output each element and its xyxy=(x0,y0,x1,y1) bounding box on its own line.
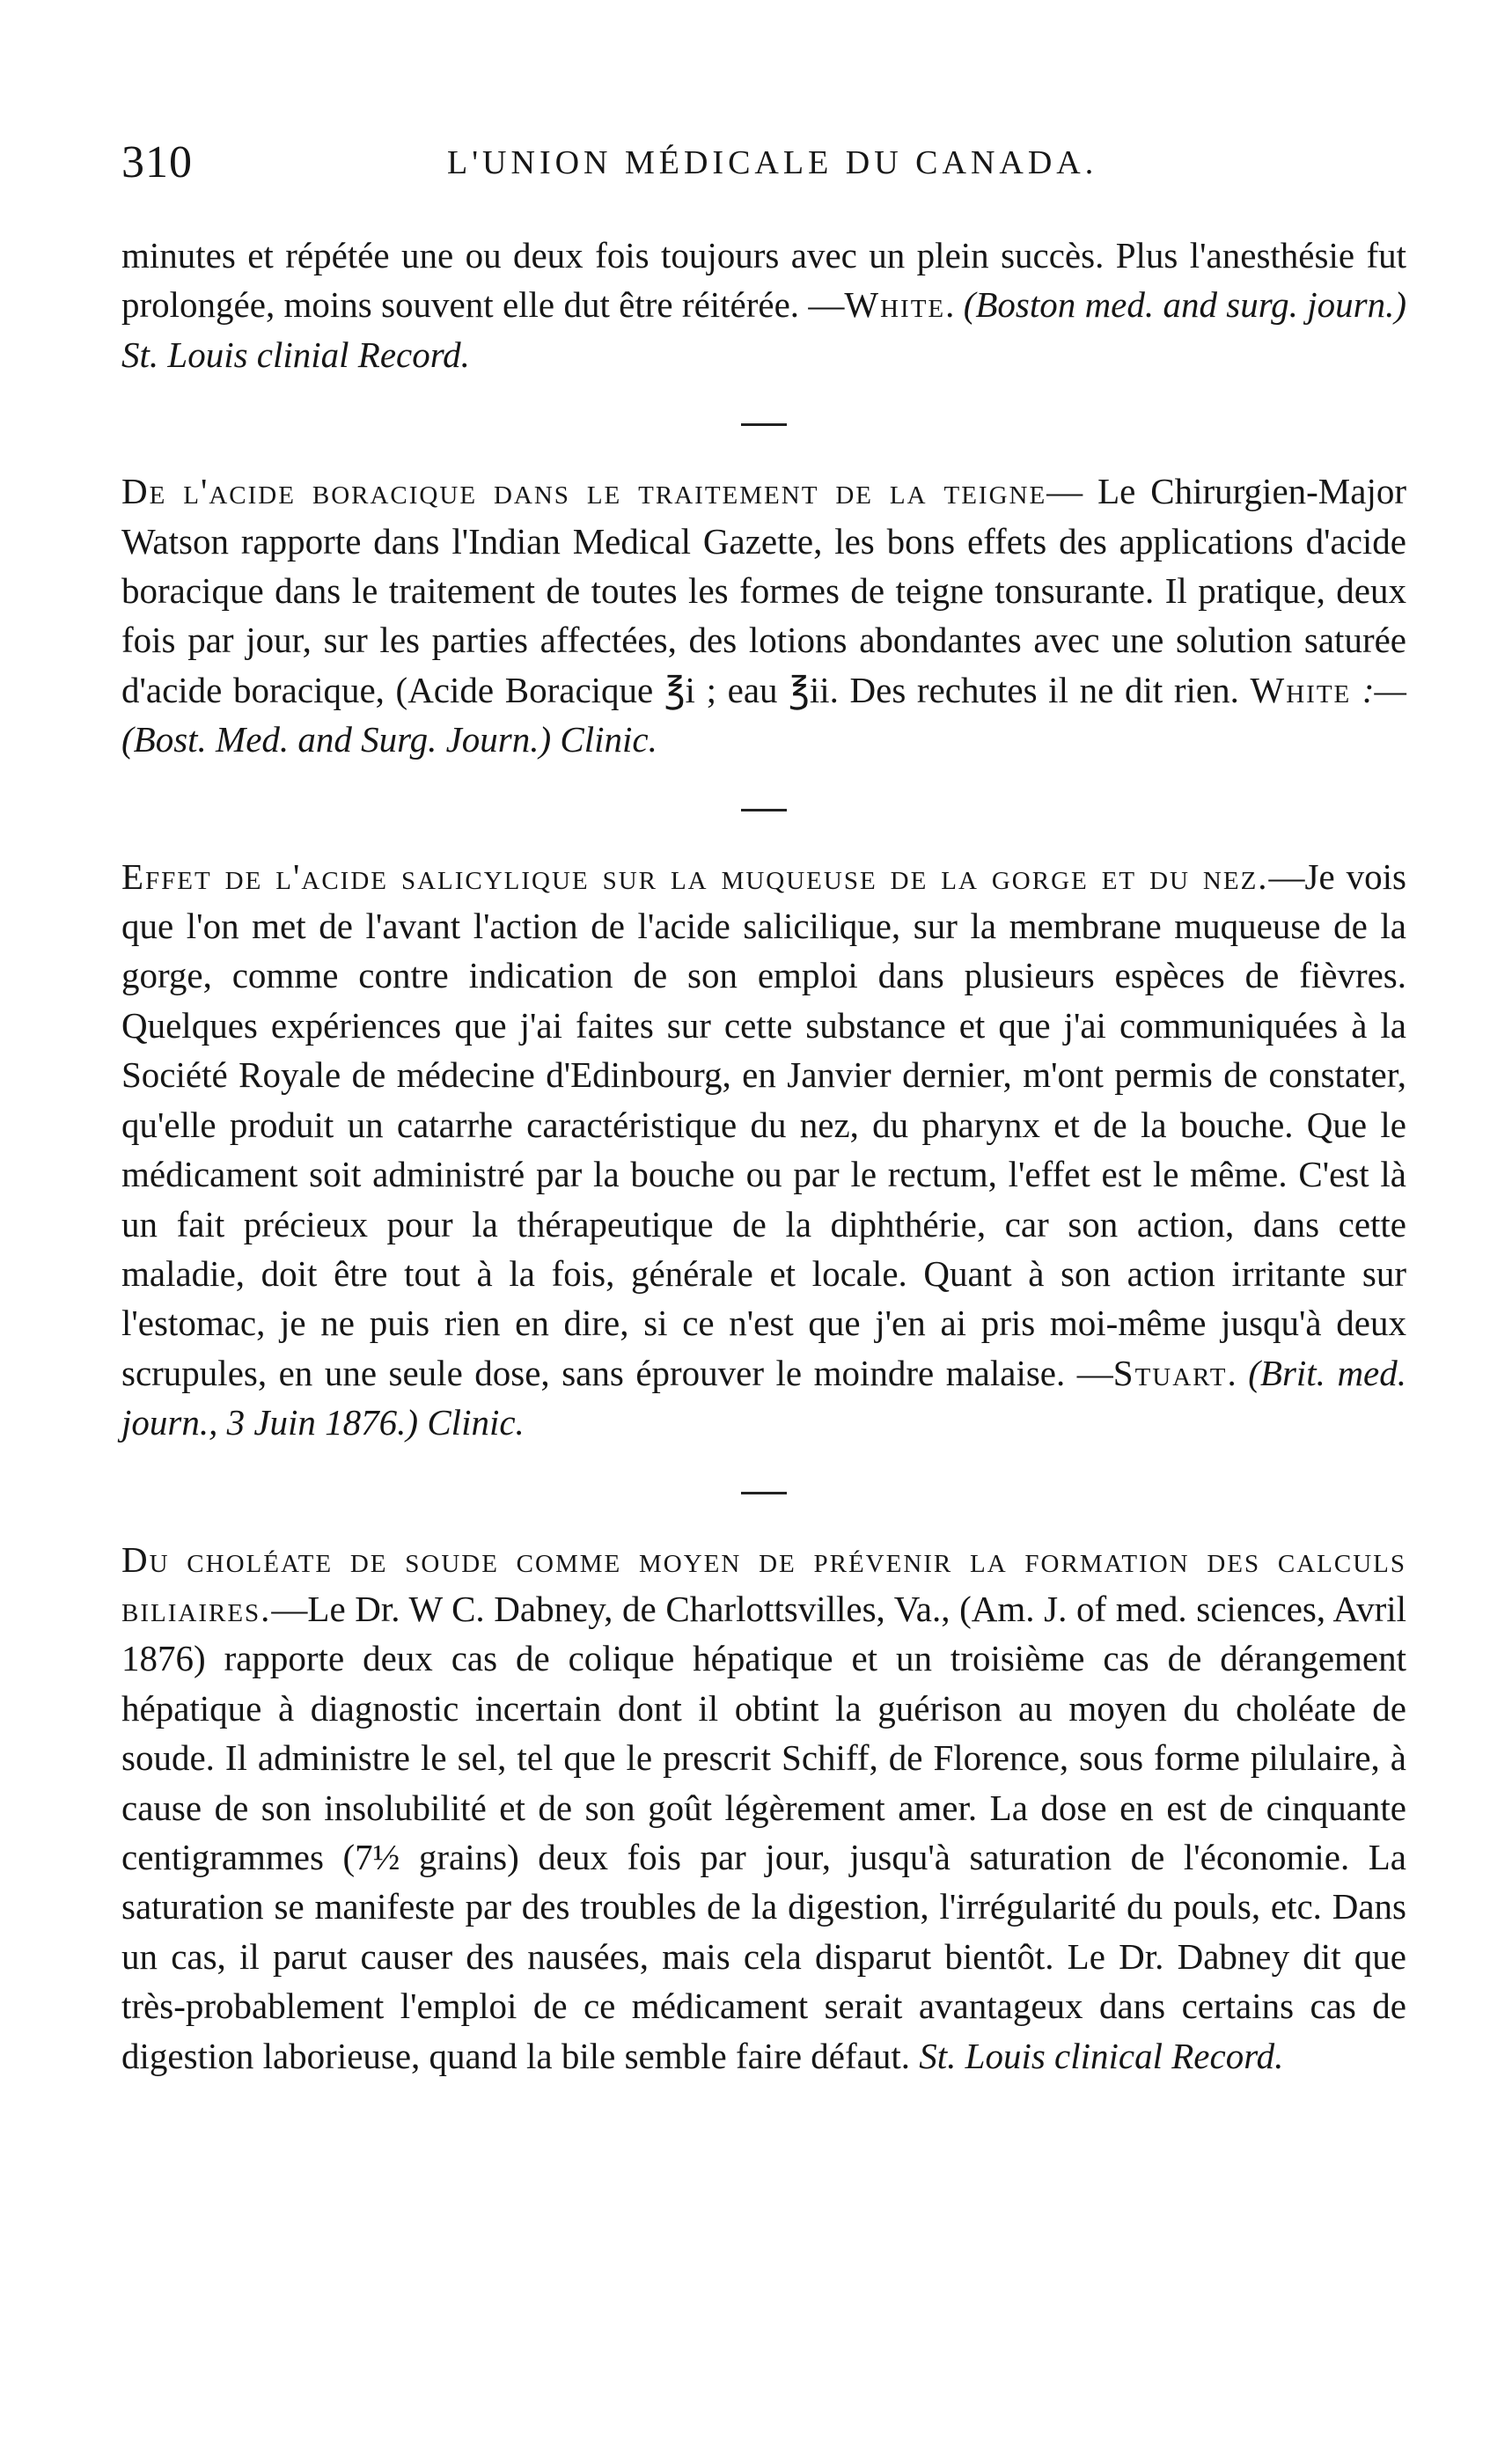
body-text xyxy=(121,231,1406,2081)
page-number: 310 xyxy=(121,137,193,187)
section-separator xyxy=(741,423,787,426)
article-body: — Le Chirurgien-Major Watson rapporte dans l'Indian Medical Gazette, les bons effets des applications d'acide boracique dans le traitement de toutes les formes de teigne tonsurante. Il pratique, deux fois par jour, sur les parties affectées, des lotions abondantes avec une solution saturée d'acide boracique, (Acide Boracique ℥i ; eau ℥ii. Des rechutes il ne dit rien. xyxy=(121,471,1406,710)
section-separator xyxy=(741,809,787,811)
article-title: De l'acide boracique dans le traitement de la teigne xyxy=(121,471,1047,512)
article-citation: :—(Bost. Med. and Surg. Journ.) Clinic. xyxy=(121,669,1407,760)
article-choleate xyxy=(121,1535,1406,2081)
article-author: White xyxy=(1250,669,1352,710)
running-head: L'UNION MÉDICALE DU CANADA. xyxy=(447,144,1098,181)
article-author: Stuart xyxy=(1112,1352,1228,1393)
article-citation: (Brit. med. journ., 3 Juin 1876.) Clinic. xyxy=(121,1352,1407,1443)
intro-paragraph: minutes et répétée une ou deux fois toujours avec un plein succès. Plus l'anesthésie fut prolongée, moins souvent elle dut être réitérée. —White. (Boston med. and surg. journ.) St. Louis clinial Record. xyxy=(121,235,1406,375)
article-citation: St. Louis clinical Record. xyxy=(919,2035,1284,2076)
article-body: —Je vois que l'on met de l'avant l'action de l'acide salicilique, sur la membrane muqueuse de la gorge, comme contre indication de son emploi dans plusieurs espèces de fièvres. Quelques expériences que j'ai faites sur cette substance et que j'ai communiquées à la Société Royale de médecine d'Edinbourg, en Janvier dernier, m'ont permis de constater, qu'elle produit un catarrhe caractéristique du nez, du pharynx et de la bouche. Que le médicament soit administré par la bouche ou par le rectum, l'effet est le même. C'est là un fait précieux pour la thérapeutique de la diphthérie, car son action, dans cette maladie, doit être tout à la fois, générale et locale. Quant à son action irritante sur l'estomac, je ne puis rien en dire, si ce n'est que j'en ai pris moi-même jusqu'à deux scrupules, en une seule dose, sans éprouver le moindre malaise. — xyxy=(121,855,1406,1393)
section-separator xyxy=(741,1492,787,1494)
page-header xyxy=(121,132,1406,194)
article-title: Effet de l'acide salicylique sur la muqueuse de la gorge et du nez. xyxy=(121,855,1269,897)
intro-citation: (Boston med. and surg. journ.) St. Louis clinial Record. xyxy=(121,284,1406,375)
article-body: —Le Dr. W C. Dabney, de Charlottsvilles, Va., (Am. J. of med. sciences, Avril 1876) rapporte deux cas de colique hépatique et un troisième cas de dérangement hépatique à diagnostic incertain dont il obtint la guérison au moyen du choléate de soude. Il administre le sel, tel que le prescrit Schiff, de Florence, sous forme pilulaire, à cause de son insolubilité et de son goût légèrement amer. La dose en est de cinquante centigrammes (7½ grains) deux fois par jour, jusqu'à saturation de l'économie. La saturation se manifeste par des troubles de la digestion, l'irrégularité du pouls, etc. Dans un cas, il parut causer des nausées, mais cela disparut bientôt. Le Dr. Dabney dit que très-probablement l'emploi de ce médicament serait avantageux dans certains cas de digestion laborieuse, quand la bile semble faire défaut. xyxy=(121,1588,1406,2076)
article-boracique xyxy=(121,466,1406,764)
article-title: Du choléate de soude comme moyen de prévenir la formation des calculs biliaires. xyxy=(121,1538,1406,1629)
intro-text: minutes et répétée une ou deux fois toujours avec un plein succès. Plus l'anesthésie fut prolongée, moins souvent elle dut être réitérée. — xyxy=(121,235,1406,326)
article-salicylique: Effet de l'acide salicylique sur la muqueuse de la gorge et du nez.—Je vois que l'on met de l'avant l'action de l'acide salicilique, sur la membrane muqueuse de la gorge, comme contre indication de son emploi dans plusieurs espèces de fièvres. Quelques expériences que j'ai faites sur cette substance et que j'ai communiquées à la Société Royale de médecine d'Edinbourg, en Janvier dernier, m'ont permis de constater, qu'elle produit un catarrhe caractéristique du nez, du pharynx et de la bouche. Que le médicament soit administré par la bouche ou par le rectum, l'effet est le même. C'est là un fait précieux pour la thérapeutique de la diphthérie, car son action, dans cette maladie, doit être tout à la fois, générale et locale. Quant à son action irritante sur l'estomac, je ne puis rien en dire, si ce n'est que j'en ai pris moi-même jusqu'à deux scrupules, en une seule dose, sans éprouver le moindre malaise. —Stuart. (Brit. med. journ., 3 Juin 1876.) Clinic. xyxy=(121,855,1407,1443)
intro-author: White xyxy=(844,284,946,326)
